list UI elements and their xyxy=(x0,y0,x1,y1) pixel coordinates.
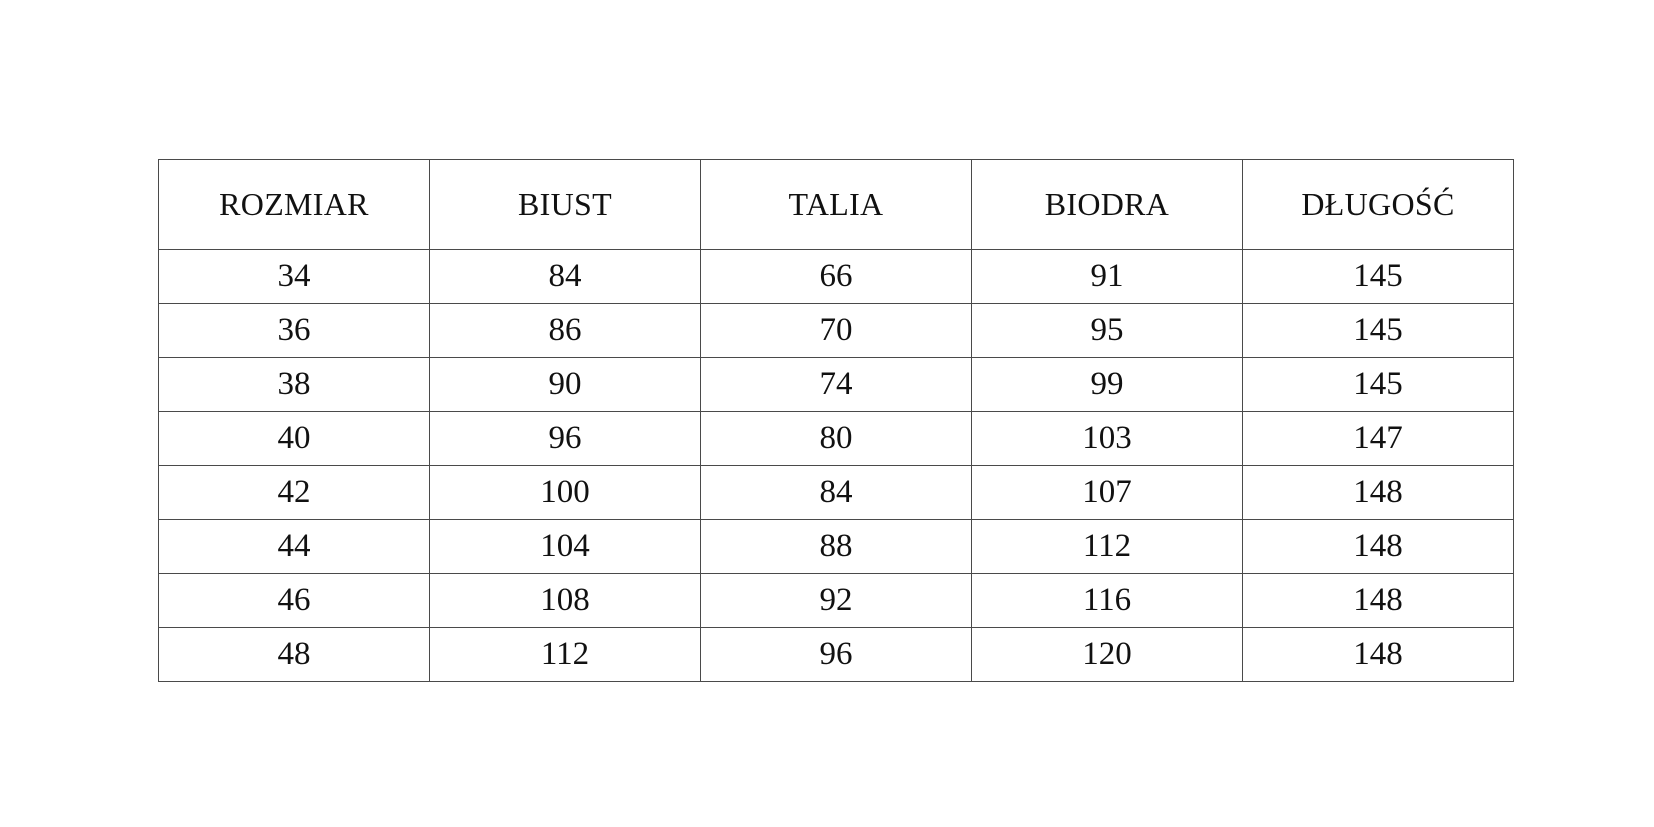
table-row xyxy=(159,250,1514,304)
cell-biust: 108 xyxy=(430,574,701,628)
cell-dlugosc: 145 xyxy=(1243,250,1514,304)
cell-talia: 80 xyxy=(701,412,972,466)
cell-dlugosc: 145 xyxy=(1243,304,1514,358)
cell-biust: 96 xyxy=(430,412,701,466)
cell-biodra: 103 xyxy=(972,412,1243,466)
cell-rozmiar: 40 xyxy=(159,412,430,466)
cell-rozmiar: 34 xyxy=(159,250,430,304)
cell-rozmiar: 44 xyxy=(159,520,430,574)
cell-dlugosc: 148 xyxy=(1243,466,1514,520)
cell-biodra: 107 xyxy=(972,466,1243,520)
table-row xyxy=(159,574,1514,628)
table-row xyxy=(159,466,1514,520)
header-talia: TALIA xyxy=(701,160,972,250)
cell-rozmiar: 48 xyxy=(159,628,430,682)
cell-talia: 96 xyxy=(701,628,972,682)
size-chart-table xyxy=(158,159,1514,682)
cell-dlugosc: 148 xyxy=(1243,574,1514,628)
header-biodra: BIODRA xyxy=(972,160,1243,250)
table-row xyxy=(159,304,1514,358)
cell-dlugosc: 148 xyxy=(1243,520,1514,574)
table-body xyxy=(159,250,1514,682)
cell-biodra: 116 xyxy=(972,574,1243,628)
cell-biust: 86 xyxy=(430,304,701,358)
header-dlugosc: DŁUGOŚĆ xyxy=(1243,160,1514,250)
cell-biust: 100 xyxy=(430,466,701,520)
cell-dlugosc: 147 xyxy=(1243,412,1514,466)
table-row xyxy=(159,628,1514,682)
cell-rozmiar: 42 xyxy=(159,466,430,520)
table-row xyxy=(159,412,1514,466)
cell-biodra: 91 xyxy=(972,250,1243,304)
cell-biust: 84 xyxy=(430,250,701,304)
cell-talia: 84 xyxy=(701,466,972,520)
cell-rozmiar: 36 xyxy=(159,304,430,358)
cell-biodra: 95 xyxy=(972,304,1243,358)
cell-talia: 92 xyxy=(701,574,972,628)
cell-biodra: 112 xyxy=(972,520,1243,574)
cell-rozmiar: 38 xyxy=(159,358,430,412)
cell-biust: 104 xyxy=(430,520,701,574)
cell-biust: 90 xyxy=(430,358,701,412)
header-row xyxy=(159,160,1514,250)
cell-dlugosc: 148 xyxy=(1243,628,1514,682)
cell-talia: 70 xyxy=(701,304,972,358)
header-biust: BIUST xyxy=(430,160,701,250)
cell-biust: 112 xyxy=(430,628,701,682)
table-header xyxy=(159,160,1514,250)
cell-talia: 88 xyxy=(701,520,972,574)
cell-dlugosc: 145 xyxy=(1243,358,1514,412)
cell-talia: 74 xyxy=(701,358,972,412)
cell-talia: 66 xyxy=(701,250,972,304)
cell-biodra: 120 xyxy=(972,628,1243,682)
header-rozmiar: ROZMIAR xyxy=(159,160,430,250)
cell-rozmiar: 46 xyxy=(159,574,430,628)
cell-biodra: 99 xyxy=(972,358,1243,412)
table-row xyxy=(159,520,1514,574)
table-row xyxy=(159,358,1514,412)
